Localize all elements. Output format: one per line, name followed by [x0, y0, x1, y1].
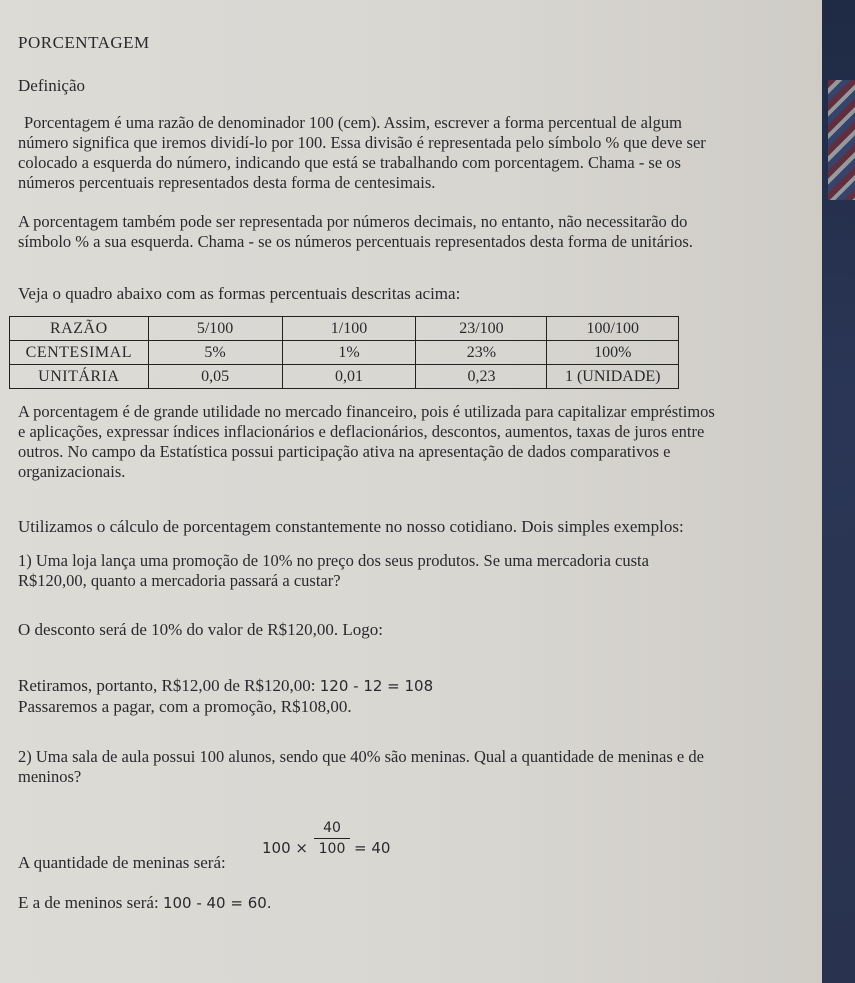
example-2-girls-result: = 40 — [354, 839, 391, 857]
fraction-bar — [314, 838, 350, 839]
table-cell: 23/100 — [416, 317, 547, 341]
example-2-fraction — [314, 820, 350, 857]
table-cell: 100% — [547, 341, 679, 365]
table-row — [10, 317, 679, 341]
boys-label: E a de meninos será: — [18, 893, 159, 912]
percentage-table — [9, 316, 679, 389]
table-cell: UNITÁRIA — [10, 365, 149, 389]
text-line: número significa que iremos dividí-lo por 100. Essa divisão é representada pelo símbolo % que deve ser — [18, 133, 706, 152]
section-heading: Definição — [18, 76, 86, 95]
page-title: PORCENTAGEM — [18, 33, 150, 52]
text-line: meninos? — [18, 767, 82, 786]
definition-paragraph — [18, 113, 796, 193]
text-line: A porcentagem é de grande utilidade no mercado financeiro, pois é utilizada para capitalizar empréstimos — [18, 402, 715, 421]
text-line: outros. No campo da Estatística possui participação ativa na apresentação de dados comparativos e — [18, 442, 671, 461]
subtraction-formula: 120 - 12 = 108 — [319, 677, 434, 695]
example-2-boys — [18, 893, 272, 913]
example-1-question — [18, 551, 738, 591]
text-line: símbolo % a sua esquerda. Chama - se os números percentuais representados desta forma de unitários. — [18, 232, 693, 251]
example-2-question — [18, 747, 818, 787]
text-line: números percentuais representados desta forma de centesimais. — [18, 173, 436, 192]
table-cell: 100/100 — [547, 317, 679, 341]
table-cell: 0,01 — [282, 365, 416, 389]
table-cell: 5% — [148, 341, 282, 365]
example-2-girls-multiplier: 100 × — [262, 839, 308, 857]
boys-formula: 100 - 40 = 60. — [162, 894, 272, 912]
fraction-numerator: 40 — [323, 820, 341, 836]
table-cell: CENTESIMAL — [10, 341, 149, 365]
table-cell: 5/100 — [148, 317, 282, 341]
table-cell: 0,05 — [148, 365, 282, 389]
decimal-paragraph — [18, 212, 796, 252]
examples-intro: Utilizamos o cálculo de porcentagem constantemente no nosso cotidiano. Dois simples exemplos: — [18, 517, 684, 536]
example-1-result: Passaremos a pagar, com a promoção, R$108,00. — [18, 697, 352, 716]
text-line: Porcentagem é uma razão de denominador 100 (cem). Assim, escrever a forma percentual de algum — [24, 113, 682, 132]
utility-paragraph — [18, 402, 808, 482]
example-2-girls-label: A quantidade de meninas será: — [18, 853, 226, 872]
table-cell: 1 (UNIDADE) — [547, 365, 679, 389]
text-line: organizacionais. — [18, 462, 126, 481]
subtraction-label: Retiramos, portanto, R$12,00 de R$120,00: — [18, 676, 316, 695]
text-line: A porcentagem também pode ser representada por números decimais, no entanto, não necessitarão do — [18, 212, 688, 231]
table-row — [10, 365, 679, 389]
table-intro: Veja o quadro abaixo com as formas percentuais descritas acima: — [18, 284, 461, 303]
text-line: R$120,00, quanto a mercadoria passará a custar? — [18, 571, 341, 590]
table-cell: 0,23 — [416, 365, 547, 389]
background-pattern — [828, 80, 855, 200]
table-cell: 1/100 — [282, 317, 416, 341]
table-cell: 23% — [416, 341, 547, 365]
text-line: 1) Uma loja lança uma promoção de 10% no preço dos seus produtos. Se uma mercadoria custa — [18, 551, 649, 570]
example-1-subtraction — [18, 676, 433, 696]
text-line: e aplicações, expressar índices inflacionários e deflacionários, descontos, aumentos, taxas de juros entre — [18, 422, 705, 441]
table-cell: 1% — [282, 341, 416, 365]
table-cell: RAZÃO — [10, 317, 149, 341]
text-line: 2) Uma sala de aula possui 100 alunos, sendo que 40% são meninas. Qual a quantidade de meninas e de — [18, 747, 704, 766]
fraction-denominator: 100 — [318, 841, 346, 857]
example-1-discount: O desconto será de 10% do valor de R$120,00. Logo: — [18, 620, 383, 639]
table-row — [10, 341, 679, 365]
text-line: colocado a esquerda do número, indicando que está se trabalhando com porcentagem. Chama - se os — [18, 153, 681, 172]
